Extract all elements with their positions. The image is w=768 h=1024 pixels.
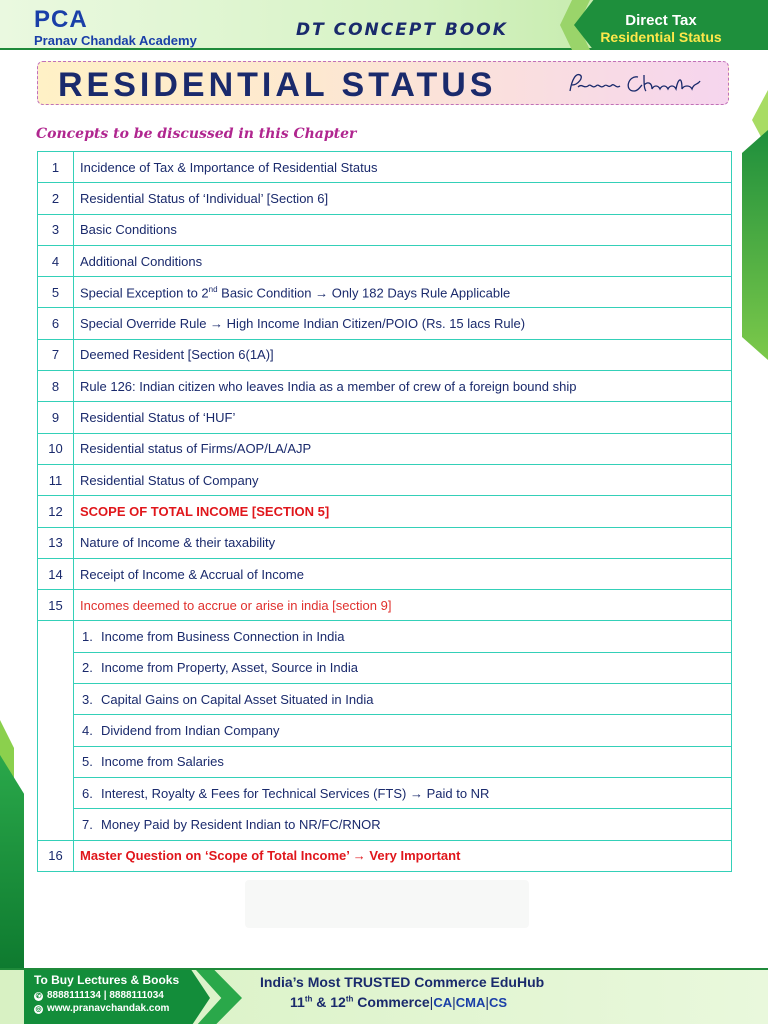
table-row xyxy=(38,746,732,777)
sub-item xyxy=(74,746,732,777)
sub-item-text: Interest, Royalty & Fees for Technical Services (FTS) → Paid to NR xyxy=(101,785,490,801)
sub-item-number: 2. xyxy=(82,660,93,676)
amp: & xyxy=(312,994,331,1010)
grade-11: 11 xyxy=(290,994,305,1010)
concept-text: Rule 126: Indian citizen who leaves India as a member of crew of a foreign bound ship xyxy=(74,371,732,402)
table-row xyxy=(38,308,732,339)
side-decoration xyxy=(0,755,24,970)
signature-image xyxy=(564,69,714,99)
table-row xyxy=(38,652,732,683)
concept-text-part: Basic Condition → Only 182 Days Rule Applicable xyxy=(217,285,511,300)
footer-courses xyxy=(290,994,507,1010)
sub-item-number: 5. xyxy=(82,754,93,770)
table-row xyxy=(38,715,732,746)
table-row xyxy=(38,777,732,808)
empty-cell xyxy=(38,621,74,652)
table-row xyxy=(38,402,732,433)
concept-text-part: Special Exception to 2 xyxy=(80,285,209,300)
grade-suffix: th xyxy=(345,994,354,1004)
concept-text: Receipt of Income & Accrual of Income xyxy=(74,558,732,589)
concept-text: Special Override Rule → High Income Indian Citizen/POIO (Rs. 15 lacs Rule) xyxy=(74,308,732,339)
chapter-tag: Residential Status xyxy=(600,29,722,45)
globe-icon: ◎ xyxy=(35,1006,42,1013)
row-number: 11 xyxy=(38,464,74,495)
table-row xyxy=(38,183,732,214)
book-title: DT CONCEPT BOOK xyxy=(296,20,508,40)
row-number: 4 xyxy=(38,245,74,276)
row-number: 7 xyxy=(38,339,74,370)
concept-text: Incidence of Tax & Importance of Residential Status xyxy=(74,152,732,183)
table-row xyxy=(38,152,732,183)
table-row xyxy=(38,277,732,308)
course-cs: CS xyxy=(488,995,508,1010)
concept-text: Residential Status of Company xyxy=(74,464,732,495)
row-number: 6 xyxy=(38,308,74,339)
pca-logo xyxy=(34,8,197,48)
sub-item-text: Income from Business Connection in India xyxy=(101,629,345,645)
sub-item xyxy=(74,652,732,683)
table-row xyxy=(38,558,732,589)
concept-text: Basic Conditions xyxy=(74,214,732,245)
sub-item-number: 3. xyxy=(82,691,93,707)
table-row xyxy=(38,245,732,276)
logo-mark xyxy=(34,8,197,32)
table-row xyxy=(38,590,732,621)
table-row xyxy=(38,527,732,558)
table-row xyxy=(38,464,732,495)
concept-text: Residential status of Firms/AOP/LA/AJP xyxy=(74,433,732,464)
separator: | xyxy=(429,994,434,1010)
course-ca: CA xyxy=(433,995,453,1010)
empty-cell xyxy=(38,715,74,746)
row-number: 5 xyxy=(38,277,74,308)
logo-mark-text: PCA xyxy=(34,6,88,33)
concept-text-highlight: Master Question on ‘Scope of Total Income’ → Very Important xyxy=(74,840,732,871)
website-link[interactable]: www.pranavchandak.com xyxy=(47,1003,170,1014)
row-number: 15 xyxy=(38,590,74,621)
grade-12: 12 xyxy=(330,994,346,1010)
table-row xyxy=(38,214,732,245)
row-number: 13 xyxy=(38,527,74,558)
chapter-title: RESIDENTIAL STATUS xyxy=(58,66,497,104)
logo-name: Pranav Chandak Academy xyxy=(34,33,197,48)
row-number: 8 xyxy=(38,371,74,402)
sub-item-text: Money Paid by Resident Indian to NR/FC/RNOR xyxy=(101,816,381,832)
table-row xyxy=(38,809,732,840)
table-row xyxy=(38,621,732,652)
subject-tag: Direct Tax xyxy=(625,12,697,29)
website-line xyxy=(34,1003,169,1014)
sub-item-text: Income from Salaries xyxy=(101,754,224,770)
course-cma: CMA xyxy=(455,995,486,1010)
sub-item-text: Capital Gains on Capital Asset Situated in India xyxy=(101,691,374,707)
row-number: 16 xyxy=(38,840,74,871)
commerce-label: Commerce xyxy=(353,994,430,1010)
empty-cell xyxy=(38,809,74,840)
separator: | xyxy=(485,994,489,1010)
sub-item-text: Income from Property, Asset, Source in India xyxy=(101,660,358,676)
phone-line xyxy=(34,990,164,1001)
empty-cell xyxy=(38,746,74,777)
footer-tagline: India’s Most TRUSTED Commerce EduHub xyxy=(260,974,545,990)
sub-item xyxy=(74,809,732,840)
row-number: 12 xyxy=(38,496,74,527)
sub-item-text: Dividend from Indian Company xyxy=(101,722,280,738)
row-number: 3 xyxy=(38,214,74,245)
side-decoration xyxy=(742,130,768,360)
concept-text: Nature of Income & their taxability xyxy=(74,527,732,558)
page-header xyxy=(0,0,768,50)
title-banner xyxy=(37,61,729,105)
sub-item xyxy=(74,684,732,715)
separator: | xyxy=(452,994,456,1010)
table-row xyxy=(38,433,732,464)
sub-item-number: 6. xyxy=(82,785,93,801)
concept-text-highlight: SCOPE OF TOTAL INCOME [SECTION 5] xyxy=(74,496,732,527)
sub-item-number: 4. xyxy=(82,722,93,738)
empty-cell xyxy=(38,652,74,683)
sub-item xyxy=(74,621,732,652)
buy-title: To Buy Lectures & Books xyxy=(34,973,180,987)
grade-suffix: th xyxy=(304,994,313,1004)
sub-item xyxy=(74,715,732,746)
phone-icon: ✆ xyxy=(35,993,42,1000)
concepts-table xyxy=(37,151,732,872)
row-number: 1 xyxy=(38,152,74,183)
concept-text-highlight: Incomes deemed to accrue or arise in india [section 9] xyxy=(74,590,732,621)
concept-text: Residential Status of ‘HUF’ xyxy=(74,402,732,433)
table-row xyxy=(38,496,732,527)
watermark xyxy=(245,880,529,928)
concept-text: Additional Conditions xyxy=(74,245,732,276)
row-number: 9 xyxy=(38,402,74,433)
concept-text: Residential Status of ‘Individual’ [Section 6] xyxy=(74,183,732,214)
table-row xyxy=(38,840,732,871)
phone-numbers: 8888111134 | 8888111034 xyxy=(47,990,164,1001)
ordinal-suffix: nd xyxy=(208,284,218,294)
table-row xyxy=(38,339,732,370)
row-number: 2 xyxy=(38,183,74,214)
empty-cell xyxy=(38,777,74,808)
row-number: 10 xyxy=(38,433,74,464)
sub-item xyxy=(74,777,732,808)
empty-cell xyxy=(38,684,74,715)
table-row xyxy=(38,371,732,402)
row-number: 14 xyxy=(38,558,74,589)
concept-text: Deemed Resident [Section 6(1A)] xyxy=(74,339,732,370)
sub-item-number: 1. xyxy=(82,629,93,645)
table-row xyxy=(38,684,732,715)
sub-item-number: 7. xyxy=(82,816,93,832)
concept-text xyxy=(74,277,732,308)
section-heading: Concepts to be discussed in this Chapter xyxy=(36,126,357,142)
